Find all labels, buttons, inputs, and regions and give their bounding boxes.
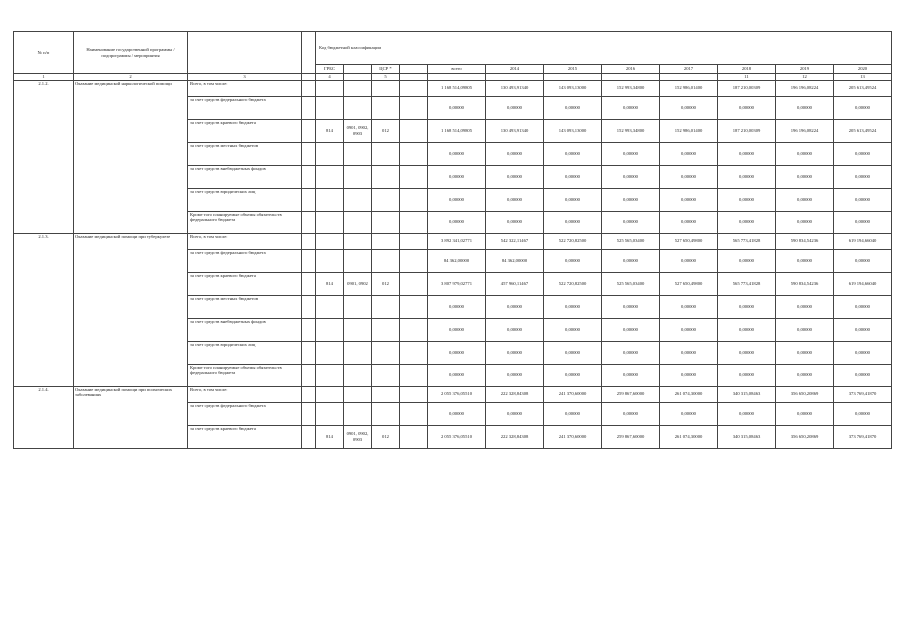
- header-year: 2020: [834, 65, 892, 74]
- value-year: 0,00000: [660, 249, 718, 272]
- value-year: 0,00000: [602, 165, 660, 188]
- value-total: 1 168 514,09805: [428, 119, 486, 142]
- value-year: 0,00000: [660, 142, 718, 165]
- funding-source: Всего, в том числе:: [188, 386, 302, 402]
- vr-code: [400, 272, 428, 295]
- value-total: 0,00000: [428, 188, 486, 211]
- value-year: 0,00000: [486, 96, 544, 119]
- index-cell: 4: [316, 74, 344, 81]
- value-year: 590 834,54236: [776, 233, 834, 249]
- header-year: 2016: [602, 65, 660, 74]
- vr-code: [400, 364, 428, 386]
- value-year: 261 074,30000: [660, 425, 718, 448]
- value-year: 130 493,91340: [486, 119, 544, 142]
- value-year: 241 370,60000: [544, 425, 602, 448]
- blank-cell: [302, 318, 316, 341]
- blank-cell: [302, 119, 316, 142]
- value-year: 0,00000: [544, 402, 602, 425]
- value-year: 130 493,91340: [486, 80, 544, 96]
- value-year: 0,00000: [602, 142, 660, 165]
- csr-code: [372, 80, 400, 96]
- funding-source: за счет средств краевого бюджета: [188, 119, 302, 142]
- value-year: 0,00000: [776, 96, 834, 119]
- blank-cell: [302, 142, 316, 165]
- item-name: Оказание медицинской помощи при туберкулезе: [74, 233, 188, 386]
- value-year: 0,00000: [602, 295, 660, 318]
- value-year: 0,00000: [544, 165, 602, 188]
- blank-cell: [302, 249, 316, 272]
- index-cell: 2: [74, 74, 188, 81]
- index-cell: 13: [834, 74, 892, 81]
- header-name: Наименование государственной программы / подпрограммы / мероприятия: [74, 32, 188, 74]
- value-year: 0,00000: [834, 165, 892, 188]
- value-year: 565 773,41828: [718, 233, 776, 249]
- csr-code: [372, 249, 400, 272]
- value-year: 0,00000: [602, 341, 660, 364]
- grbs-code: [316, 142, 344, 165]
- value-total: 0,00000: [428, 211, 486, 233]
- value-year: 241 370,60000: [544, 386, 602, 402]
- header-year: 2015: [544, 65, 602, 74]
- rzpr-code: [344, 341, 372, 364]
- rzpr-code: [344, 96, 372, 119]
- blank-cell: [302, 80, 316, 96]
- vr-code: [400, 119, 428, 142]
- blank-cell: [302, 402, 316, 425]
- value-year: 0,00000: [544, 295, 602, 318]
- grbs-code: [316, 295, 344, 318]
- vr-code: [400, 233, 428, 249]
- funding-source: Всего, в том числе:: [188, 233, 302, 249]
- value-year: 0,00000: [602, 188, 660, 211]
- funding-source: за счет средств краевого бюджета: [188, 272, 302, 295]
- value-year: 527 650,49800: [660, 272, 718, 295]
- index-cell: 11: [718, 74, 776, 81]
- value-total: 0,00000: [428, 364, 486, 386]
- value-total: 1 168 514,09805: [428, 80, 486, 96]
- vr-code: [400, 341, 428, 364]
- value-year: 0,00000: [776, 211, 834, 233]
- value-total: 2 055 376,05510: [428, 386, 486, 402]
- grbs-code: [316, 249, 344, 272]
- value-year: 0,00000: [776, 341, 834, 364]
- rzpr-code: 0901, 0902, 0903: [344, 119, 372, 142]
- value-year: 522 720,82500: [544, 272, 602, 295]
- csr-code: 012: [372, 119, 400, 142]
- header-year: 2018: [718, 65, 776, 74]
- rzpr-code: [344, 386, 372, 402]
- csr-code: [372, 341, 400, 364]
- grbs-code: [316, 165, 344, 188]
- blank-cell: [302, 425, 316, 448]
- value-total: 0,00000: [428, 96, 486, 119]
- csr-code: [372, 295, 400, 318]
- value-year: 0,00000: [718, 96, 776, 119]
- value-year: 0,00000: [718, 341, 776, 364]
- index-cell: [400, 74, 428, 81]
- value-year: 152 993,34800: [602, 80, 660, 96]
- vr-code: [400, 165, 428, 188]
- value-year: 0,00000: [660, 341, 718, 364]
- funding-source: за счет средств федерального бюджета: [188, 249, 302, 272]
- value-year: 222 328,84308: [486, 386, 544, 402]
- value-year: 0,00000: [718, 165, 776, 188]
- value-year: 525 565,03400: [602, 233, 660, 249]
- value-total: 0,00000: [428, 318, 486, 341]
- vr-code: [400, 295, 428, 318]
- item-number: 2.1.4.: [14, 386, 74, 448]
- header-blank: [302, 32, 316, 74]
- csr-code: [372, 211, 400, 233]
- value-year: 356 650,20869: [776, 386, 834, 402]
- table-header: [14, 32, 892, 74]
- value-year: 356 650,20869: [776, 425, 834, 448]
- vr-code: [400, 425, 428, 448]
- value-year: 340 315,08463: [718, 386, 776, 402]
- blank-cell: [302, 211, 316, 233]
- rzpr-code: [344, 165, 372, 188]
- rzpr-code: [344, 211, 372, 233]
- value-year: 0,00000: [776, 364, 834, 386]
- value-total: 2 055 376,05510: [428, 425, 486, 448]
- value-year: 0,00000: [776, 318, 834, 341]
- funding-source: за счет средств юридических лиц: [188, 341, 302, 364]
- csr-code: [372, 402, 400, 425]
- value-year: 0,00000: [718, 402, 776, 425]
- rzpr-code: [344, 402, 372, 425]
- funding-source: за счет средств местных бюджетов: [188, 142, 302, 165]
- funding-source: за счет средств внебюджетных фондов: [188, 318, 302, 341]
- csr-code: 012: [372, 425, 400, 448]
- value-year: 0,00000: [718, 188, 776, 211]
- value-year: 0,00000: [660, 165, 718, 188]
- value-year: 259 867,60000: [602, 425, 660, 448]
- item-number: 2.1.3.: [14, 233, 74, 386]
- csr-code: [372, 96, 400, 119]
- rzpr-code: [344, 188, 372, 211]
- header-no: № п/п: [14, 32, 74, 74]
- value-total: 0,00000: [428, 341, 486, 364]
- funding-source: за счет средств федерального бюджета: [188, 402, 302, 425]
- value-year: 0,00000: [834, 142, 892, 165]
- value-year: 152 986,01400: [660, 119, 718, 142]
- rzpr-code: [344, 80, 372, 96]
- value-year: 0,00000: [544, 142, 602, 165]
- value-year: 0,00000: [602, 402, 660, 425]
- value-year: 0,00000: [486, 318, 544, 341]
- value-total: 0,00000: [428, 165, 486, 188]
- item-name: Оказание медицинской наркологической помощи: [74, 80, 188, 233]
- header-code-title: Код бюджетной классификации: [316, 32, 892, 65]
- header-grbs: ГРБС: [316, 65, 344, 74]
- value-year: 0,00000: [776, 165, 834, 188]
- value-year: 0,00000: [486, 295, 544, 318]
- value-year: 0,00000: [486, 165, 544, 188]
- value-total: 0,00000: [428, 142, 486, 165]
- grbs-code: 814: [316, 272, 344, 295]
- vr-code: [400, 386, 428, 402]
- value-year: 0,00000: [544, 364, 602, 386]
- rzpr-code: [344, 233, 372, 249]
- header-year: всего: [428, 65, 486, 74]
- value-year: 0,00000: [718, 295, 776, 318]
- csr-code: [372, 386, 400, 402]
- value-year: 0,00000: [660, 402, 718, 425]
- value-total: 0,00000: [428, 402, 486, 425]
- header-csr: ЦСР *: [372, 65, 400, 74]
- index-cell: [602, 74, 660, 81]
- value-year: 0,00000: [660, 364, 718, 386]
- rzpr-code: [344, 249, 372, 272]
- blank-cell: [302, 96, 316, 119]
- value-year: 143 093,13000: [544, 119, 602, 142]
- budget-table: [13, 31, 892, 449]
- csr-code: [372, 233, 400, 249]
- value-year: 152 986,01400: [660, 80, 718, 96]
- table-row: [14, 80, 892, 96]
- grbs-code: [316, 80, 344, 96]
- value-year: 457 960,11467: [486, 272, 544, 295]
- rzpr-code: [344, 364, 372, 386]
- index-cell: [302, 74, 316, 81]
- header-year: 2019: [776, 65, 834, 74]
- value-total: 84 362,00000: [428, 249, 486, 272]
- funding-source: Кроме того планируемые объемы обязательств федерального бюджета: [188, 364, 302, 386]
- header-year: 2017: [660, 65, 718, 74]
- header-rzpr: [344, 65, 372, 74]
- funding-source: за счет средств внебюджетных фондов: [188, 165, 302, 188]
- blank-cell: [302, 165, 316, 188]
- value-year: 0,00000: [602, 318, 660, 341]
- value-year: 0,00000: [776, 295, 834, 318]
- value-year: 373 769,41870: [834, 386, 892, 402]
- value-year: 0,00000: [834, 96, 892, 119]
- csr-code: 012: [372, 272, 400, 295]
- funding-source: за счет средств федерального бюджета: [188, 96, 302, 119]
- value-year: 0,00000: [776, 249, 834, 272]
- blank-cell: [302, 386, 316, 402]
- value-year: 0,00000: [660, 188, 718, 211]
- index-cell: 1: [14, 74, 74, 81]
- vr-code: [400, 80, 428, 96]
- rzpr-code: [344, 318, 372, 341]
- blank-cell: [302, 364, 316, 386]
- csr-code: [372, 142, 400, 165]
- index-cell: [344, 74, 372, 81]
- value-year: 222 328,84308: [486, 425, 544, 448]
- value-year: 0,00000: [834, 188, 892, 211]
- funding-source: за счет средств местных бюджетов: [188, 295, 302, 318]
- grbs-code: [316, 211, 344, 233]
- item-number: 2.1.2.: [14, 80, 74, 233]
- blank-cell: [302, 188, 316, 211]
- value-year: 0,00000: [544, 211, 602, 233]
- vr-code: [400, 142, 428, 165]
- blank-cell: [302, 272, 316, 295]
- table-row: [14, 386, 892, 402]
- item-name: Оказание медицинской помощи при психических заболеваниях: [74, 386, 188, 448]
- value-year: 0,00000: [486, 364, 544, 386]
- vr-code: [400, 318, 428, 341]
- value-year: 0,00000: [602, 364, 660, 386]
- value-year: 205 613,49524: [834, 119, 892, 142]
- rzpr-code: [344, 295, 372, 318]
- grbs-code: 814: [316, 119, 344, 142]
- value-year: 590 834,54236: [776, 272, 834, 295]
- table-body: [14, 74, 892, 449]
- blank-cell: [302, 233, 316, 249]
- value-year: 565 773,41828: [718, 272, 776, 295]
- grbs-code: [316, 402, 344, 425]
- index-cell: [660, 74, 718, 81]
- value-year: 0,00000: [834, 295, 892, 318]
- grbs-code: [316, 386, 344, 402]
- value-year: 143 093,13000: [544, 80, 602, 96]
- value-year: 0,00000: [776, 142, 834, 165]
- index-cell: [486, 74, 544, 81]
- value-year: 261 074,30000: [660, 386, 718, 402]
- value-year: 0,00000: [544, 341, 602, 364]
- index-cell: 5: [372, 74, 400, 81]
- value-year: 522 720,82500: [544, 233, 602, 249]
- grbs-code: [316, 96, 344, 119]
- value-year: 0,00000: [486, 188, 544, 211]
- value-year: 0,00000: [718, 318, 776, 341]
- index-row: [14, 74, 892, 81]
- csr-code: [372, 364, 400, 386]
- grbs-code: 814: [316, 425, 344, 448]
- value-year: 0,00000: [544, 96, 602, 119]
- value-year: 373 769,41870: [834, 425, 892, 448]
- value-year: 0,00000: [602, 211, 660, 233]
- funding-source: Всего, в том числе:: [188, 80, 302, 96]
- value-year: 619 194,66040: [834, 233, 892, 249]
- header-vr: [400, 65, 428, 74]
- value-year: 187 210,00309: [718, 80, 776, 96]
- blank-cell: [302, 341, 316, 364]
- value-total: 3 807 979,02771: [428, 272, 486, 295]
- header-year: 2014: [486, 65, 544, 74]
- value-year: 542 322,11467: [486, 233, 544, 249]
- value-year: 0,00000: [660, 295, 718, 318]
- vr-code: [400, 188, 428, 211]
- value-total: 0,00000: [428, 295, 486, 318]
- grbs-code: [316, 318, 344, 341]
- value-year: 0,00000: [834, 249, 892, 272]
- value-year: 0,00000: [486, 142, 544, 165]
- header-source: [188, 32, 302, 74]
- vr-code: [400, 96, 428, 119]
- grbs-code: [316, 233, 344, 249]
- value-year: 0,00000: [486, 211, 544, 233]
- value-year: 0,00000: [544, 318, 602, 341]
- value-year: 0,00000: [834, 402, 892, 425]
- value-year: 0,00000: [834, 318, 892, 341]
- value-year: 205 613,49524: [834, 80, 892, 96]
- table-row: [14, 233, 892, 249]
- value-year: 152 993,34800: [602, 119, 660, 142]
- value-year: 0,00000: [602, 249, 660, 272]
- csr-code: [372, 165, 400, 188]
- rzpr-code: 0901, 0902, 0903: [344, 425, 372, 448]
- blank-cell: [302, 295, 316, 318]
- value-year: 0,00000: [718, 364, 776, 386]
- value-year: 340 315,08463: [718, 425, 776, 448]
- value-year: 187 210,00309: [718, 119, 776, 142]
- value-year: 0,00000: [718, 249, 776, 272]
- value-year: 0,00000: [486, 402, 544, 425]
- vr-code: [400, 249, 428, 272]
- value-year: 0,00000: [834, 364, 892, 386]
- value-year: 0,00000: [718, 142, 776, 165]
- grbs-code: [316, 341, 344, 364]
- funding-source: за счет средств краевого бюджета: [188, 425, 302, 448]
- value-year: 0,00000: [834, 211, 892, 233]
- funding-source: за счет средств юридических лиц: [188, 188, 302, 211]
- value-total: 3 892 341,02771: [428, 233, 486, 249]
- value-year: 525 565,03400: [602, 272, 660, 295]
- value-year: 0,00000: [544, 249, 602, 272]
- value-year: 196 196,08224: [776, 80, 834, 96]
- grbs-code: [316, 364, 344, 386]
- value-year: 84 362,00000: [486, 249, 544, 272]
- index-cell: [544, 74, 602, 81]
- value-year: 0,00000: [660, 96, 718, 119]
- value-year: 619 194,66040: [834, 272, 892, 295]
- index-cell: 12: [776, 74, 834, 81]
- value-year: 0,00000: [834, 341, 892, 364]
- value-year: 527 650,49800: [660, 233, 718, 249]
- vr-code: [400, 402, 428, 425]
- vr-code: [400, 211, 428, 233]
- value-year: 0,00000: [776, 188, 834, 211]
- index-cell: [428, 74, 486, 81]
- rzpr-code: 0901, 0902: [344, 272, 372, 295]
- value-year: 0,00000: [776, 402, 834, 425]
- index-cell: 3: [188, 74, 302, 81]
- rzpr-code: [344, 142, 372, 165]
- funding-source: Кроме того планируемые объемы обязательств федерального бюджета: [188, 211, 302, 233]
- value-year: 0,00000: [602, 96, 660, 119]
- value-year: 0,00000: [718, 211, 776, 233]
- value-year: 0,00000: [660, 211, 718, 233]
- value-year: 196 196,08224: [776, 119, 834, 142]
- value-year: 259 867,60000: [602, 386, 660, 402]
- grbs-code: [316, 188, 344, 211]
- csr-code: [372, 318, 400, 341]
- value-year: 0,00000: [544, 188, 602, 211]
- csr-code: [372, 188, 400, 211]
- value-year: 0,00000: [660, 318, 718, 341]
- value-year: 0,00000: [486, 341, 544, 364]
